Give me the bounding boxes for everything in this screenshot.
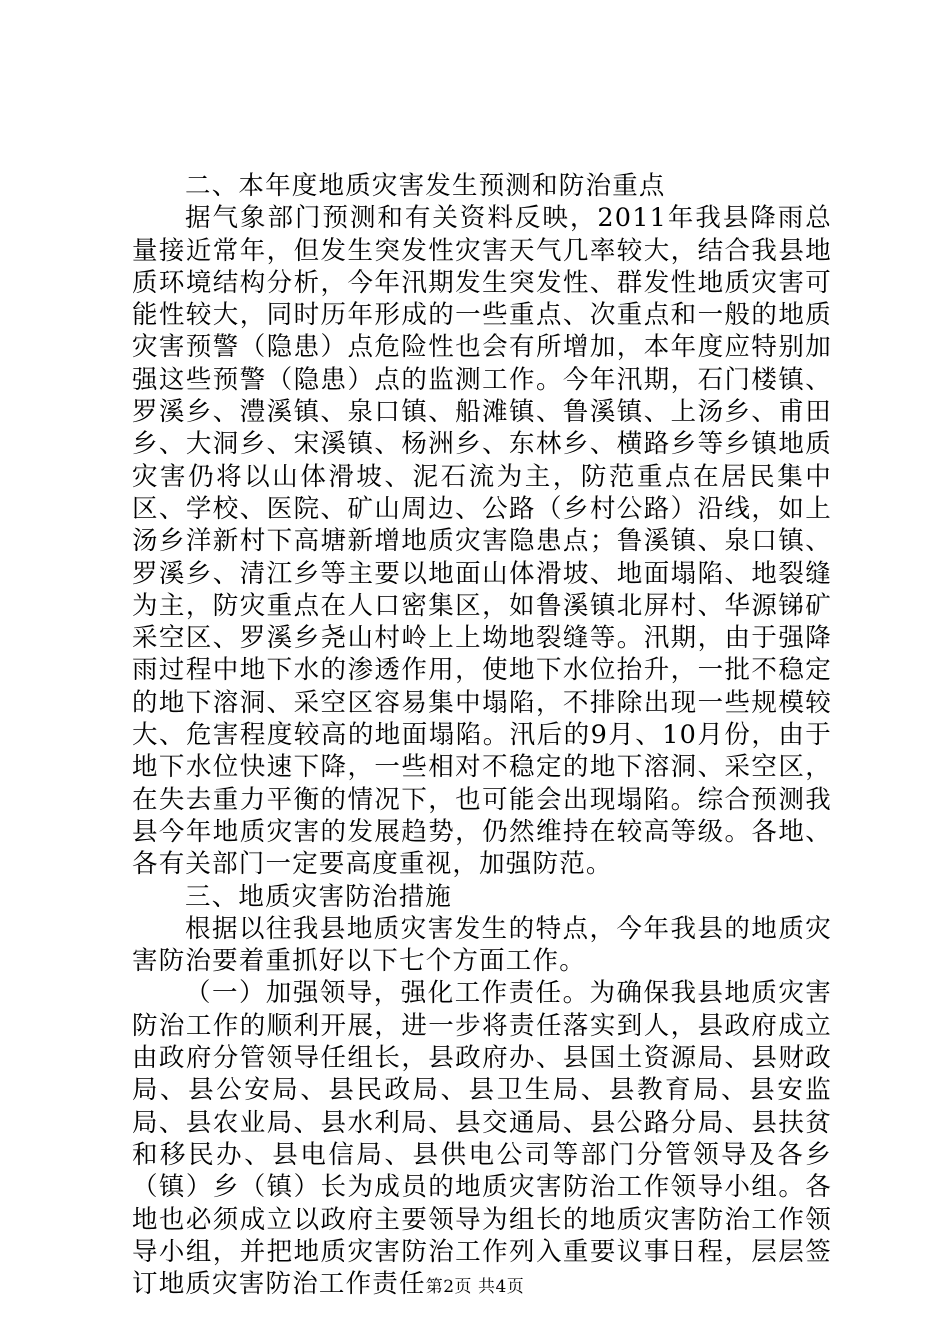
section-heading-3: 三、地质灾害防治措施 (185, 881, 453, 912)
document-body (132, 170, 832, 1300)
page-number-footer: 第2页 共4页 (425, 1277, 525, 1297)
paragraph-measure-1: （一）加强领导，强化工作责任。为确保我县地质灾害防治工作的顺利开展，进一步将责任落实到人，县政府成立由政府分管领导任组长，县政府办、县国土资源局、县财政局、县公安局、县民政局、县卫生局、县教育局、县安监局、县农业局、县水利局、县交通局、县公路分局、县扶贫和移民办、县电信局、县供电公司等部门分管领导及各乡（镇）乡（镇）长为成员的地质灾害防治工作领导小组。各地也必须成立以政府主要领导为组长的地质灾害防治工作领导小组，并把地质灾害防治工作列入重要议事日程，层层签订地质灾害防治工作责任 (132, 978, 832, 1300)
section-heading-2: 二、本年度地质灾害发生预测和防治重点 (185, 171, 666, 201)
paragraph-forecast: 据气象部门预测和有关资料反映，2011年我县降雨总量接近常年，但发生突发性灾害天气几率较大，结合我县地质环境结构分析，今年汛期发生突发性、群发性地质灾害可能性较大，同时历年形成的一些重点、次重点和一般的地质灾害预警（隐患）点危险性也会有所增加，本年度应特别加强这些预警（隐患）点的监测工作。今年汛期，石门楼镇、罗溪乡、澧溪镇、泉口镇、船滩镇、鲁溪镇、上汤乡、甫田乡、大洞乡、宋溪镇、杨洲乡、东林乡、横路乡等乡镇地质灾害仍将以山体滑坡、泥石流为主，防范重点在居民集中区、学校、医院、矿山周边、公路（乡村公路）沿线，如上汤乡洋新村下高塘新增地质灾害隐患点；鲁溪镇、泉口镇、罗溪乡、清江乡等主要以地面山体滑坡、地面塌陷、地裂缝为主，防灾重点在人口密集区，如鲁溪镇北屏村、华源锑矿采空区、罗溪乡尧山村岭上上坳地裂缝等。汛期，由于强降雨过程中地下水的渗透作用，使地下水位抬升，一批不稳定的地下溶洞、采空区容易集中塌陷，不排除出现一些规模较大、危害程度较高的地面塌陷。汛后的9月、10月份，由于地下水位快速下降，一些相对不稳定的地下溶洞、采空区，在失去重力平衡的情况下，也可能会出现塌陷。综合预测我县今年地质灾害的发展趋势，仍然维持在较高等级。各地、各有关部门一定要高度重视，加强防范。 (132, 203, 832, 880)
paragraph-intro-measures: 根据以往我县地质灾害发生的特点，今年我县的地质灾害防治要着重抓好以下七个方面工作。 (132, 913, 832, 977)
